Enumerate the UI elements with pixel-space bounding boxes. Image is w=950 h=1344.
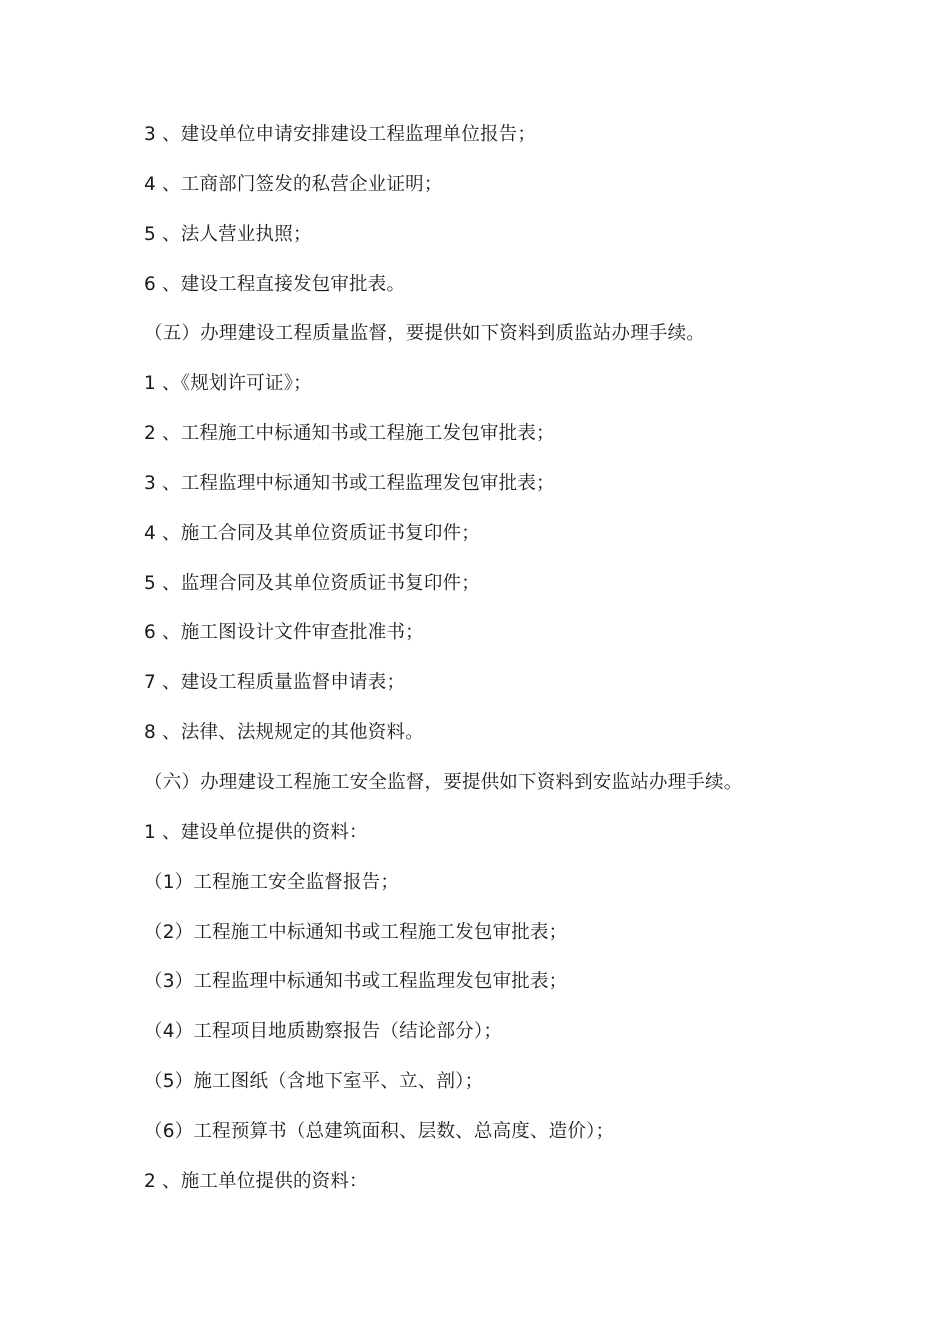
item-apply-supervision-report: 3 、建设单位申请安排建设工程监理单位报告； — [144, 124, 537, 145]
item-drawing-review-approval: 6 、施工图设计文件审查批准书； — [144, 622, 424, 644]
subitem-supervision-bid-notice: （3）工程监理中标通知书或工程监理发包审批表； — [144, 971, 568, 993]
item-quality-supervision-application: 7 、建设工程质量监督申请表； — [144, 672, 406, 694]
item-planning-permit: 1 、《规划许可证》； — [144, 373, 312, 395]
section-heading-safety-supervision: （六）办理建设工程施工安全监督，要提供如下资料到安监站办理手续。 — [144, 771, 743, 793]
item-construction-bid-notice: 2 、工程施工中标通知书或工程施工发包审批表； — [144, 423, 555, 445]
item-other-legal-materials: 8 、法律、法规规定的其他资料。 — [144, 722, 424, 744]
subitem-project-budget: （6）工程预算书（总建筑面积、层数、总高度、造价）； — [144, 1120, 615, 1142]
section-heading-quality-supervision: （五）办理建设工程质量监督，要提供如下资料到质监站办理手续。 — [144, 323, 706, 345]
item-business-license: 5 、法人营业执照； — [144, 223, 312, 245]
document-body — [144, 118, 884, 1215]
item-direct-contract-approval: 6 、建设工程直接发包审批表。 — [144, 273, 406, 295]
item-supervision-contract-copy: 5 、监理合同及其单位资质证书复印件； — [144, 572, 480, 594]
item-owner-materials: 1 、建设单位提供的资料： — [144, 821, 368, 843]
item-supervision-bid-notice: 3 、工程监理中标通知书或工程监理发包审批表； — [144, 472, 555, 494]
subitem-construction-drawings: （5）施工图纸（含地下室平、立、剖）； — [144, 1071, 484, 1093]
subitem-geological-survey-report: （4）工程项目地质勘察报告（结论部分）； — [144, 1021, 503, 1043]
item-construction-contract-copy: 4 、施工合同及其单位资质证书复印件； — [144, 522, 480, 544]
item-contractor-materials: 2 、施工单位提供的资料： — [144, 1170, 368, 1192]
subitem-safety-supervision-report: （1）工程施工安全监督报告； — [144, 871, 400, 893]
subitem-construction-bid-notice: （2）工程施工中标通知书或工程施工发包审批表； — [144, 921, 568, 943]
item-private-enterprise-certificate: 4 、工商部门签发的私营企业证明； — [144, 173, 443, 195]
